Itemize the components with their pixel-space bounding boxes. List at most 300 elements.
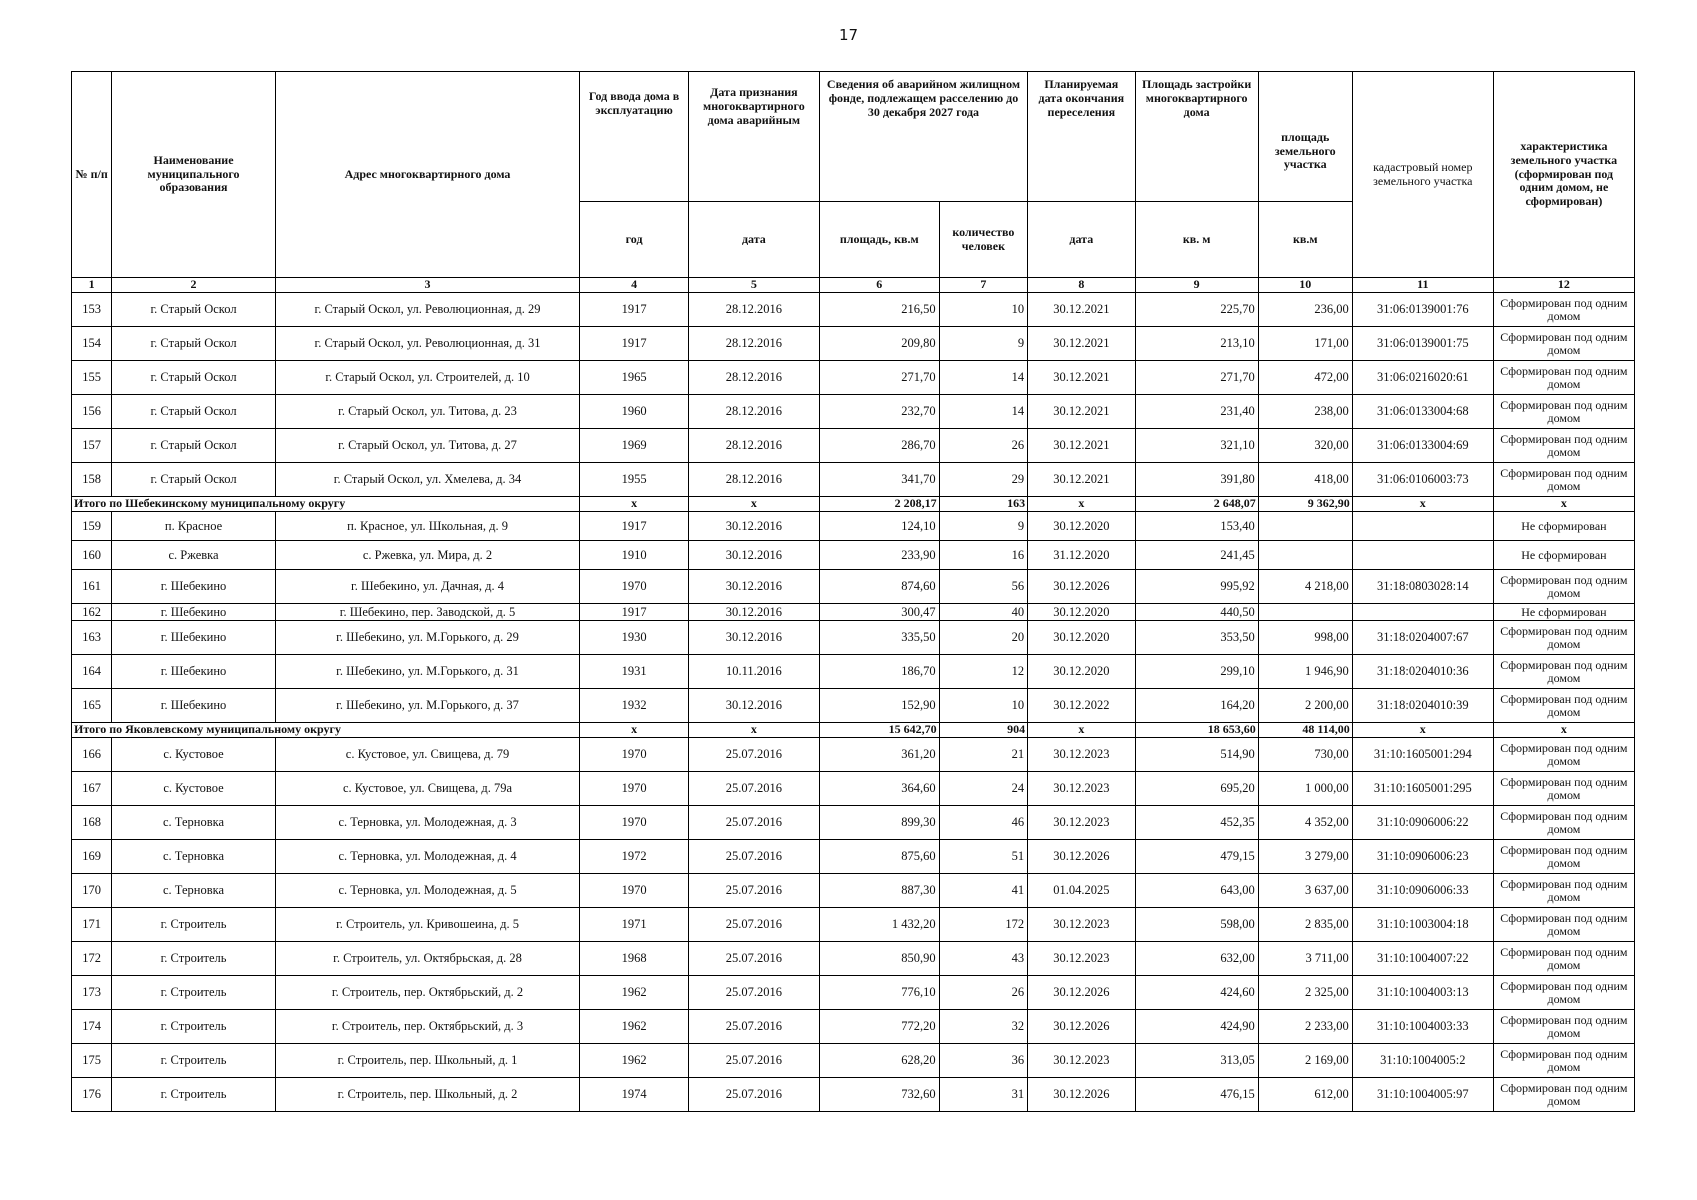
land-characteristic: Сформирован под одним домом bbox=[1493, 1078, 1634, 1112]
table-row bbox=[72, 512, 1635, 541]
land-area: 2 325,00 bbox=[1258, 976, 1352, 1010]
address: г. Шебекино, ул. Дачная, д. 4 bbox=[275, 570, 580, 604]
address: г. Строитель, пер. Октябрьский, д. 2 bbox=[275, 976, 580, 1010]
emergency-area: 186,70 bbox=[819, 655, 939, 689]
table-row bbox=[72, 655, 1635, 689]
year-built: 1932 bbox=[580, 689, 689, 723]
table-row bbox=[72, 908, 1635, 942]
land-area bbox=[1258, 512, 1352, 541]
row-number: 174 bbox=[72, 1010, 112, 1044]
planned-end-date: 30.12.2022 bbox=[1028, 689, 1135, 723]
subtotal-people: 163 bbox=[939, 497, 1027, 512]
recognition-date: 25.07.2016 bbox=[688, 908, 819, 942]
emergency-area: 1 432,20 bbox=[819, 908, 939, 942]
recognition-date: 25.07.2016 bbox=[688, 772, 819, 806]
cadastral-number: 31:10:1003004:18 bbox=[1352, 908, 1493, 942]
build-area: 598,00 bbox=[1135, 908, 1258, 942]
planned-end-date: 30.12.2023 bbox=[1028, 1044, 1135, 1078]
people-count: 9 bbox=[939, 512, 1027, 541]
recognition-date: 30.12.2016 bbox=[688, 621, 819, 655]
address: п. Красное, ул. Школьная, д. 9 bbox=[275, 512, 580, 541]
year-built: 1910 bbox=[580, 541, 689, 570]
planned-end-date: 30.12.2026 bbox=[1028, 976, 1135, 1010]
subtotal-cadastral: x bbox=[1352, 723, 1493, 738]
year-built: 1962 bbox=[580, 976, 689, 1010]
table-row bbox=[72, 429, 1635, 463]
land-characteristic: Не сформирован bbox=[1493, 541, 1634, 570]
address: г. Шебекино, ул. М.Горького, д. 37 bbox=[275, 689, 580, 723]
municipality: п. Красное bbox=[112, 512, 275, 541]
people-count: 24 bbox=[939, 772, 1027, 806]
land-area: 4 218,00 bbox=[1258, 570, 1352, 604]
people-count: 36 bbox=[939, 1044, 1027, 1078]
emergency-area: 850,90 bbox=[819, 942, 939, 976]
planned-end-date: 30.12.2020 bbox=[1028, 512, 1135, 541]
address: с. Терновка, ул. Молодежная, д. 5 bbox=[275, 874, 580, 908]
cadastral-number: 31:10:1004005:97 bbox=[1352, 1078, 1493, 1112]
build-area: 241,45 bbox=[1135, 541, 1258, 570]
land-characteristic: Сформирован под одним домом bbox=[1493, 806, 1634, 840]
row-number: 176 bbox=[72, 1078, 112, 1112]
build-area: 353,50 bbox=[1135, 621, 1258, 655]
subtotal-date: x bbox=[688, 723, 819, 738]
people-count: 41 bbox=[939, 874, 1027, 908]
subheader-people: количество человек bbox=[939, 202, 1027, 278]
people-count: 12 bbox=[939, 655, 1027, 689]
municipality: с. Ржевка bbox=[112, 541, 275, 570]
cadastral-number: 31:06:0216020:61 bbox=[1352, 361, 1493, 395]
cadastral-number: 31:18:0803028:14 bbox=[1352, 570, 1493, 604]
col-header-cadastral: кадастровый номер земельного участка bbox=[1352, 72, 1493, 278]
emergency-area: 361,20 bbox=[819, 738, 939, 772]
emergency-area: 124,10 bbox=[819, 512, 939, 541]
planned-end-date: 30.12.2023 bbox=[1028, 806, 1135, 840]
table-row bbox=[72, 361, 1635, 395]
recognition-date: 30.12.2016 bbox=[688, 512, 819, 541]
planned-end-date: 30.12.2026 bbox=[1028, 840, 1135, 874]
municipality: г. Старый Оскол bbox=[112, 293, 275, 327]
address: г. Шебекино, пер. Заводской, д. 5 bbox=[275, 604, 580, 621]
people-count: 51 bbox=[939, 840, 1027, 874]
address: г. Строитель, ул. Кривошеина, д. 5 bbox=[275, 908, 580, 942]
emergency-area: 300,47 bbox=[819, 604, 939, 621]
address: г. Строитель, пер. Октябрьский, д. 3 bbox=[275, 1010, 580, 1044]
subheader-year: год bbox=[580, 202, 689, 278]
subtotal-row bbox=[72, 723, 1635, 738]
year-built: 1962 bbox=[580, 1010, 689, 1044]
land-area: 238,00 bbox=[1258, 395, 1352, 429]
table-row bbox=[72, 395, 1635, 429]
table-row bbox=[72, 772, 1635, 806]
address: г. Старый Оскол, ул. Революционная, д. 29 bbox=[275, 293, 580, 327]
land-characteristic: Сформирован под одним домом bbox=[1493, 293, 1634, 327]
table-row bbox=[72, 806, 1635, 840]
cadastral-number: 31:10:0906006:33 bbox=[1352, 874, 1493, 908]
emergency-area: 232,70 bbox=[819, 395, 939, 429]
build-area: 632,00 bbox=[1135, 942, 1258, 976]
cadastral-number: 31:10:1004005:2 bbox=[1352, 1044, 1493, 1078]
subtotal-label: Итого по Яковлевскому муниципальному округу bbox=[72, 723, 580, 738]
row-number: 158 bbox=[72, 463, 112, 497]
recognition-date: 28.12.2016 bbox=[688, 463, 819, 497]
column-number: 3 bbox=[275, 278, 580, 293]
row-number: 168 bbox=[72, 806, 112, 840]
year-built: 1965 bbox=[580, 361, 689, 395]
people-count: 14 bbox=[939, 395, 1027, 429]
municipality: г. Строитель bbox=[112, 1010, 275, 1044]
planned-end-date: 30.12.2020 bbox=[1028, 621, 1135, 655]
people-count: 32 bbox=[939, 1010, 1027, 1044]
cadastral-number: 31:10:1004007:22 bbox=[1352, 942, 1493, 976]
recognition-date: 25.07.2016 bbox=[688, 1044, 819, 1078]
cadastral-number: 31:06:0106003:73 bbox=[1352, 463, 1493, 497]
table-row bbox=[72, 541, 1635, 570]
land-characteristic: Сформирован под одним домом bbox=[1493, 1044, 1634, 1078]
land-area: 730,00 bbox=[1258, 738, 1352, 772]
land-characteristic: Сформирован под одним домом bbox=[1493, 772, 1634, 806]
table-row bbox=[72, 942, 1635, 976]
address: с. Ржевка, ул. Мира, д. 2 bbox=[275, 541, 580, 570]
address: г. Старый Оскол, ул. Хмелева, д. 34 bbox=[275, 463, 580, 497]
planned-end-date: 30.12.2020 bbox=[1028, 655, 1135, 689]
subtotal-build-area: 2 648,07 bbox=[1135, 497, 1258, 512]
table-row bbox=[72, 621, 1635, 655]
planned-end-date: 30.12.2021 bbox=[1028, 463, 1135, 497]
people-count: 10 bbox=[939, 293, 1027, 327]
land-area: 3 637,00 bbox=[1258, 874, 1352, 908]
row-number: 170 bbox=[72, 874, 112, 908]
people-count: 172 bbox=[939, 908, 1027, 942]
build-area: 153,40 bbox=[1135, 512, 1258, 541]
land-area: 3 711,00 bbox=[1258, 942, 1352, 976]
recognition-date: 25.07.2016 bbox=[688, 874, 819, 908]
col-header-recognition-date: Дата признания многоквартирного дома аварийным bbox=[688, 72, 819, 202]
emergency-area: 233,90 bbox=[819, 541, 939, 570]
build-area: 213,10 bbox=[1135, 327, 1258, 361]
build-area: 643,00 bbox=[1135, 874, 1258, 908]
people-count: 10 bbox=[939, 689, 1027, 723]
planned-end-date: 30.12.2021 bbox=[1028, 361, 1135, 395]
build-area: 440,50 bbox=[1135, 604, 1258, 621]
col-header-address: Адрес многоквартирного дома bbox=[275, 72, 580, 278]
subtotal-land-area: 9 362,90 bbox=[1258, 497, 1352, 512]
cadastral-number: 31:06:0139001:75 bbox=[1352, 327, 1493, 361]
emergency-area: 341,70 bbox=[819, 463, 939, 497]
table-row bbox=[72, 327, 1635, 361]
table-row bbox=[72, 874, 1635, 908]
land-area: 2 169,00 bbox=[1258, 1044, 1352, 1078]
municipality: г. Строитель bbox=[112, 908, 275, 942]
land-area: 2 200,00 bbox=[1258, 689, 1352, 723]
planned-end-date: 30.12.2021 bbox=[1028, 293, 1135, 327]
row-number: 156 bbox=[72, 395, 112, 429]
col-header-number: № п/п bbox=[72, 72, 112, 278]
build-area: 313,05 bbox=[1135, 1044, 1258, 1078]
address: г. Строитель, ул. Октябрьская, д. 28 bbox=[275, 942, 580, 976]
land-area bbox=[1258, 541, 1352, 570]
people-count: 16 bbox=[939, 541, 1027, 570]
municipality: г. Строитель bbox=[112, 1078, 275, 1112]
row-number: 166 bbox=[72, 738, 112, 772]
municipality: г. Шебекино bbox=[112, 689, 275, 723]
cadastral-number bbox=[1352, 604, 1493, 621]
address: с. Терновка, ул. Молодежная, д. 4 bbox=[275, 840, 580, 874]
address: г. Старый Оскол, ул. Строителей, д. 10 bbox=[275, 361, 580, 395]
land-characteristic: Сформирован под одним домом bbox=[1493, 976, 1634, 1010]
build-area: 299,10 bbox=[1135, 655, 1258, 689]
emergency-area: 152,90 bbox=[819, 689, 939, 723]
recognition-date: 25.07.2016 bbox=[688, 1078, 819, 1112]
land-area: 1 000,00 bbox=[1258, 772, 1352, 806]
year-built: 1917 bbox=[580, 293, 689, 327]
column-number: 2 bbox=[112, 278, 275, 293]
table-row bbox=[72, 463, 1635, 497]
land-area: 418,00 bbox=[1258, 463, 1352, 497]
emergency-area: 732,60 bbox=[819, 1078, 939, 1112]
land-characteristic: Сформирован под одним домом bbox=[1493, 1010, 1634, 1044]
row-number: 173 bbox=[72, 976, 112, 1010]
subtotal-year: x bbox=[580, 497, 689, 512]
row-number: 161 bbox=[72, 570, 112, 604]
table-row bbox=[72, 738, 1635, 772]
land-area bbox=[1258, 604, 1352, 621]
land-area: 320,00 bbox=[1258, 429, 1352, 463]
row-number: 164 bbox=[72, 655, 112, 689]
cadastral-number: 31:10:1605001:294 bbox=[1352, 738, 1493, 772]
land-area: 2 233,00 bbox=[1258, 1010, 1352, 1044]
column-number: 10 bbox=[1258, 278, 1352, 293]
subheader-date: дата bbox=[688, 202, 819, 278]
subtotal-note: x bbox=[1493, 497, 1634, 512]
address: г. Строитель, пер. Школьный, д. 2 bbox=[275, 1078, 580, 1112]
land-characteristic: Не сформирован bbox=[1493, 512, 1634, 541]
land-area: 171,00 bbox=[1258, 327, 1352, 361]
build-area: 476,15 bbox=[1135, 1078, 1258, 1112]
planned-end-date: 30.12.2023 bbox=[1028, 738, 1135, 772]
land-area: 4 352,00 bbox=[1258, 806, 1352, 840]
subheader-land-unit: кв.м bbox=[1258, 202, 1352, 278]
subheader-build-unit: кв. м bbox=[1135, 202, 1258, 278]
build-area: 164,20 bbox=[1135, 689, 1258, 723]
row-number: 160 bbox=[72, 541, 112, 570]
land-area: 1 946,90 bbox=[1258, 655, 1352, 689]
planned-end-date: 01.04.2025 bbox=[1028, 874, 1135, 908]
people-count: 46 bbox=[939, 806, 1027, 840]
col-header-year: Год ввода дома в эксплуатацию bbox=[580, 72, 689, 202]
cadastral-number bbox=[1352, 512, 1493, 541]
row-number: 157 bbox=[72, 429, 112, 463]
year-built: 1962 bbox=[580, 1044, 689, 1078]
build-area: 271,70 bbox=[1135, 361, 1258, 395]
emergency-area: 899,30 bbox=[819, 806, 939, 840]
subtotal-area: 15 642,70 bbox=[819, 723, 939, 738]
planned-end-date: 30.12.2026 bbox=[1028, 1078, 1135, 1112]
people-count: 26 bbox=[939, 976, 1027, 1010]
municipality: г. Старый Оскол bbox=[112, 463, 275, 497]
emergency-area: 772,20 bbox=[819, 1010, 939, 1044]
build-area: 452,35 bbox=[1135, 806, 1258, 840]
row-number: 165 bbox=[72, 689, 112, 723]
land-area: 998,00 bbox=[1258, 621, 1352, 655]
emergency-area: 364,60 bbox=[819, 772, 939, 806]
recognition-date: 25.07.2016 bbox=[688, 976, 819, 1010]
people-count: 14 bbox=[939, 361, 1027, 395]
subtotal-cadastral: x bbox=[1352, 497, 1493, 512]
people-count: 9 bbox=[939, 327, 1027, 361]
subtotal-label: Итого по Шебекинскому муниципальному округу bbox=[72, 497, 580, 512]
land-characteristic: Сформирован под одним домом bbox=[1493, 463, 1634, 497]
land-area: 472,00 bbox=[1258, 361, 1352, 395]
planned-end-date: 30.12.2021 bbox=[1028, 395, 1135, 429]
planned-end-date: 30.12.2021 bbox=[1028, 327, 1135, 361]
build-area: 321,10 bbox=[1135, 429, 1258, 463]
land-characteristic: Сформирован под одним домом bbox=[1493, 570, 1634, 604]
land-characteristic: Сформирован под одним домом bbox=[1493, 429, 1634, 463]
build-area: 695,20 bbox=[1135, 772, 1258, 806]
cadastral-number: 31:10:0906006:23 bbox=[1352, 840, 1493, 874]
cadastral-number: 31:10:1004003:13 bbox=[1352, 976, 1493, 1010]
municipality: г. Строитель bbox=[112, 976, 275, 1010]
people-count: 20 bbox=[939, 621, 1027, 655]
row-number: 167 bbox=[72, 772, 112, 806]
land-area: 236,00 bbox=[1258, 293, 1352, 327]
emergency-area: 216,50 bbox=[819, 293, 939, 327]
column-number: 4 bbox=[580, 278, 689, 293]
emergency-area: 271,70 bbox=[819, 361, 939, 395]
subtotal-people: 904 bbox=[939, 723, 1027, 738]
build-area: 479,15 bbox=[1135, 840, 1258, 874]
municipality: с. Терновка bbox=[112, 874, 275, 908]
column-number: 5 bbox=[688, 278, 819, 293]
year-built: 1970 bbox=[580, 874, 689, 908]
municipality: г. Шебекино bbox=[112, 604, 275, 621]
year-built: 1960 bbox=[580, 395, 689, 429]
emergency-area: 776,10 bbox=[819, 976, 939, 1010]
recognition-date: 28.12.2016 bbox=[688, 293, 819, 327]
address: г. Шебекино, ул. М.Горького, д. 31 bbox=[275, 655, 580, 689]
subtotal-note: x bbox=[1493, 723, 1634, 738]
land-area: 612,00 bbox=[1258, 1078, 1352, 1112]
land-characteristic: Сформирован под одним домом bbox=[1493, 621, 1634, 655]
col-header-planned-end: Планируемая дата окончания переселения bbox=[1028, 72, 1135, 202]
municipality: с. Кустовое bbox=[112, 738, 275, 772]
people-count: 56 bbox=[939, 570, 1027, 604]
emergency-area: 335,50 bbox=[819, 621, 939, 655]
address: г. Старый Оскол, ул. Революционная, д. 31 bbox=[275, 327, 580, 361]
people-count: 26 bbox=[939, 429, 1027, 463]
planned-end-date: 30.12.2023 bbox=[1028, 772, 1135, 806]
subtotal-end: x bbox=[1028, 497, 1135, 512]
emergency-area: 628,20 bbox=[819, 1044, 939, 1078]
recognition-date: 25.07.2016 bbox=[688, 1010, 819, 1044]
row-number: 163 bbox=[72, 621, 112, 655]
table-row bbox=[72, 293, 1635, 327]
municipality: г. Старый Оскол bbox=[112, 327, 275, 361]
land-characteristic: Сформирован под одним домом bbox=[1493, 327, 1634, 361]
recognition-date: 28.12.2016 bbox=[688, 361, 819, 395]
planned-end-date: 30.12.2026 bbox=[1028, 570, 1135, 604]
cadastral-number: 31:06:0133004:69 bbox=[1352, 429, 1493, 463]
emergency-area: 209,80 bbox=[819, 327, 939, 361]
planned-end-date: 31.12.2020 bbox=[1028, 541, 1135, 570]
municipality: г. Шебекино bbox=[112, 621, 275, 655]
subheader-area: площадь, кв.м bbox=[819, 202, 939, 278]
municipality: г. Строитель bbox=[112, 1044, 275, 1078]
column-number: 9 bbox=[1135, 278, 1258, 293]
build-area: 424,90 bbox=[1135, 1010, 1258, 1044]
municipality: с. Кустовое bbox=[112, 772, 275, 806]
row-number: 153 bbox=[72, 293, 112, 327]
land-characteristic: Сформирован под одним домом bbox=[1493, 874, 1634, 908]
build-area: 424,60 bbox=[1135, 976, 1258, 1010]
row-number: 172 bbox=[72, 942, 112, 976]
emergency-housing-table bbox=[71, 71, 1635, 1112]
col-header-municipality: Наименование муниципального образования bbox=[112, 72, 275, 278]
emergency-area: 874,60 bbox=[819, 570, 939, 604]
row-number: 159 bbox=[72, 512, 112, 541]
cadastral-number: 31:10:1004003:33 bbox=[1352, 1010, 1493, 1044]
col-header-land-characteristic: характеристика земельного участка (сформирован под одним домом, не сформирован) bbox=[1493, 72, 1634, 278]
planned-end-date: 30.12.2021 bbox=[1028, 429, 1135, 463]
row-number: 162 bbox=[72, 604, 112, 621]
year-built: 1974 bbox=[580, 1078, 689, 1112]
year-built: 1970 bbox=[580, 772, 689, 806]
year-built: 1931 bbox=[580, 655, 689, 689]
municipality: г. Старый Оскол bbox=[112, 429, 275, 463]
column-number-row bbox=[72, 278, 1635, 293]
address: с. Кустовое, ул. Свищева, д. 79 bbox=[275, 738, 580, 772]
municipality: г. Старый Оскол bbox=[112, 361, 275, 395]
address: с. Терновка, ул. Молодежная, д. 3 bbox=[275, 806, 580, 840]
table-row bbox=[72, 1078, 1635, 1112]
recognition-date: 25.07.2016 bbox=[688, 806, 819, 840]
cadastral-number: 31:10:0906006:22 bbox=[1352, 806, 1493, 840]
year-built: 1971 bbox=[580, 908, 689, 942]
row-number: 171 bbox=[72, 908, 112, 942]
subtotal-land-area: 48 114,00 bbox=[1258, 723, 1352, 738]
build-area: 225,70 bbox=[1135, 293, 1258, 327]
col-header-build-area: Площадь застройки многоквартирного дома bbox=[1135, 72, 1258, 202]
cadastral-number: 31:18:0204010:39 bbox=[1352, 689, 1493, 723]
col-header-emergency-fund: Сведения об аварийном жилищном фонде, подлежащем расселению до 30 декабря 2027 года bbox=[819, 72, 1027, 202]
land-characteristic: Сформирован под одним домом bbox=[1493, 655, 1634, 689]
planned-end-date: 30.12.2023 bbox=[1028, 908, 1135, 942]
column-number: 7 bbox=[939, 278, 1027, 293]
year-built: 1917 bbox=[580, 604, 689, 621]
municipality: г. Шебекино bbox=[112, 655, 275, 689]
subtotal-row bbox=[72, 497, 1635, 512]
column-number: 11 bbox=[1352, 278, 1493, 293]
year-built: 1917 bbox=[580, 327, 689, 361]
cadastral-number: 31:10:1605001:295 bbox=[1352, 772, 1493, 806]
column-number: 6 bbox=[819, 278, 939, 293]
build-area: 995,92 bbox=[1135, 570, 1258, 604]
table-row bbox=[72, 840, 1635, 874]
recognition-date: 30.12.2016 bbox=[688, 541, 819, 570]
table-row bbox=[72, 976, 1635, 1010]
recognition-date: 30.12.2016 bbox=[688, 689, 819, 723]
subtotal-end: x bbox=[1028, 723, 1135, 738]
planned-end-date: 30.12.2026 bbox=[1028, 1010, 1135, 1044]
recognition-date: 28.12.2016 bbox=[688, 429, 819, 463]
municipality: с. Терновка bbox=[112, 806, 275, 840]
header-row bbox=[72, 72, 1635, 202]
planned-end-date: 30.12.2023 bbox=[1028, 942, 1135, 976]
land-characteristic: Сформирован под одним домом bbox=[1493, 908, 1634, 942]
year-built: 1970 bbox=[580, 738, 689, 772]
col-header-land-area: площадь земельного участка bbox=[1258, 72, 1352, 202]
cadastral-number: 31:06:0139001:76 bbox=[1352, 293, 1493, 327]
